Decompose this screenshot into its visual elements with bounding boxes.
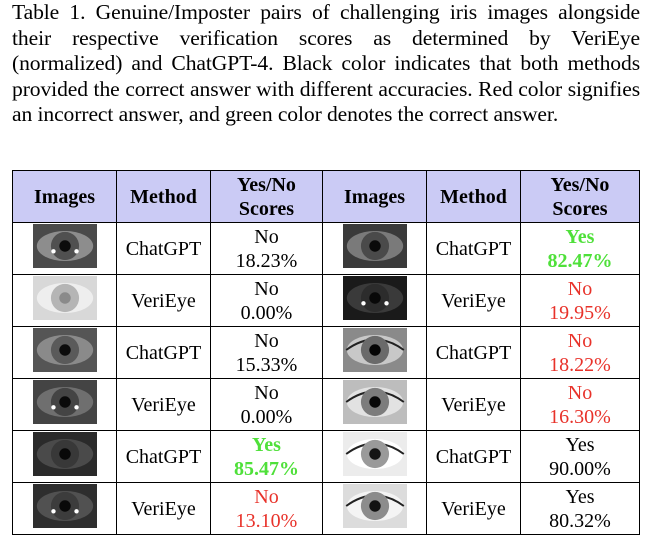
- table-row: [13, 275, 640, 327]
- score-value: 18.23%: [235, 249, 298, 272]
- eye-image-right: [323, 223, 427, 275]
- table-caption: Table 1. Genuine/Imposter pairs of challenging iris images alongside their respective verification scores as determined by VeriEye (normalized) and ChatGPT-4. Black color indicates that both methods provided the correct answer with different accuracies. Red color signifies an incorrect answer, and green color denotes the correct answer.: [12, 0, 640, 126]
- eye-image-left: [13, 223, 117, 275]
- answer-text: Yes: [565, 485, 595, 508]
- eye-image: [33, 484, 97, 534]
- score-value: 82.47%: [547, 249, 613, 272]
- eye-image: [33, 224, 97, 274]
- score-value: 13.10%: [235, 509, 298, 532]
- eye-image-right: [323, 379, 427, 431]
- answer-text: No: [254, 381, 279, 404]
- eye-image: [343, 224, 407, 274]
- method-right: VeriEye: [427, 379, 521, 431]
- answer-text: No: [567, 329, 593, 352]
- eye-image-left: [13, 379, 117, 431]
- answer-text: Yes: [252, 433, 281, 456]
- method-left: ChatGPT: [117, 223, 211, 275]
- table-row: [13, 379, 640, 431]
- score-left: [211, 431, 323, 483]
- score-right: [521, 379, 640, 431]
- score-left: [211, 223, 323, 275]
- score-value: 19.95%: [549, 301, 611, 324]
- eye-image: [343, 276, 407, 326]
- method-left: ChatGPT: [117, 327, 211, 379]
- answer-text: No: [254, 277, 279, 300]
- eye-image: [343, 328, 407, 378]
- answer-text: Yes: [565, 433, 595, 456]
- header-scores-line2: Scores: [552, 197, 608, 220]
- score-value: 0.00%: [240, 301, 293, 324]
- eye-image: [343, 484, 407, 534]
- method-right: VeriEye: [427, 483, 521, 535]
- header-scores-left: [211, 171, 323, 223]
- answer-text: No: [254, 329, 279, 352]
- answer-text: No: [567, 277, 593, 300]
- eye-image-right: [323, 483, 427, 535]
- eye-image-left: [13, 483, 117, 535]
- eye-image: [33, 328, 97, 378]
- eye-image: [343, 432, 407, 482]
- eye-image: [343, 380, 407, 430]
- score-value: 0.00%: [240, 405, 293, 428]
- method-left: ChatGPT: [117, 431, 211, 483]
- score-left: [211, 327, 323, 379]
- answer-text: No: [254, 225, 279, 248]
- score-right: [521, 431, 640, 483]
- answer-text: Yes: [565, 225, 595, 248]
- score-value: 80.32%: [549, 509, 611, 532]
- table-row: [13, 431, 640, 483]
- table-row: [13, 483, 640, 535]
- header-row: [13, 171, 640, 223]
- results-table: [12, 170, 640, 535]
- score-left: [211, 483, 323, 535]
- score-right: [521, 327, 640, 379]
- eye-image-left: [13, 431, 117, 483]
- score-right: [521, 483, 640, 535]
- score-left: [211, 379, 323, 431]
- score-value: 85.47%: [234, 457, 299, 480]
- header-scores-line1: Yes/No: [550, 173, 610, 196]
- method-right: ChatGPT: [427, 223, 521, 275]
- score-left: [211, 275, 323, 327]
- header-method-left: Method: [117, 171, 211, 223]
- answer-text: No: [567, 381, 593, 404]
- eye-image: [33, 380, 97, 430]
- header-scores-line2: Scores: [238, 197, 295, 220]
- method-left: VeriEye: [117, 275, 211, 327]
- score-value: 16.30%: [549, 405, 611, 428]
- eye-image-right: [323, 275, 427, 327]
- method-right: ChatGPT: [427, 431, 521, 483]
- eye-image-right: [323, 327, 427, 379]
- eye-image-right: [323, 431, 427, 483]
- score-value: 90.00%: [549, 457, 611, 480]
- table-row: [13, 223, 640, 275]
- score-right: [521, 223, 640, 275]
- header-images-left: Images: [13, 171, 117, 223]
- header-images-right: Images: [323, 171, 427, 223]
- method-right: VeriEye: [427, 275, 521, 327]
- table-row: [13, 327, 640, 379]
- eye-image-left: [13, 275, 117, 327]
- answer-text: No: [254, 485, 279, 508]
- header-scores-line1: Yes/No: [237, 173, 296, 196]
- eye-image: [33, 276, 97, 326]
- score-value: 18.22%: [549, 353, 611, 376]
- method-left: VeriEye: [117, 379, 211, 431]
- header-method-right: Method: [427, 171, 521, 223]
- score-right: [521, 275, 640, 327]
- header-scores-right: [521, 171, 640, 223]
- method-left: VeriEye: [117, 483, 211, 535]
- eye-image: [33, 432, 97, 482]
- eye-image-left: [13, 327, 117, 379]
- method-right: ChatGPT: [427, 327, 521, 379]
- score-value: 15.33%: [235, 353, 298, 376]
